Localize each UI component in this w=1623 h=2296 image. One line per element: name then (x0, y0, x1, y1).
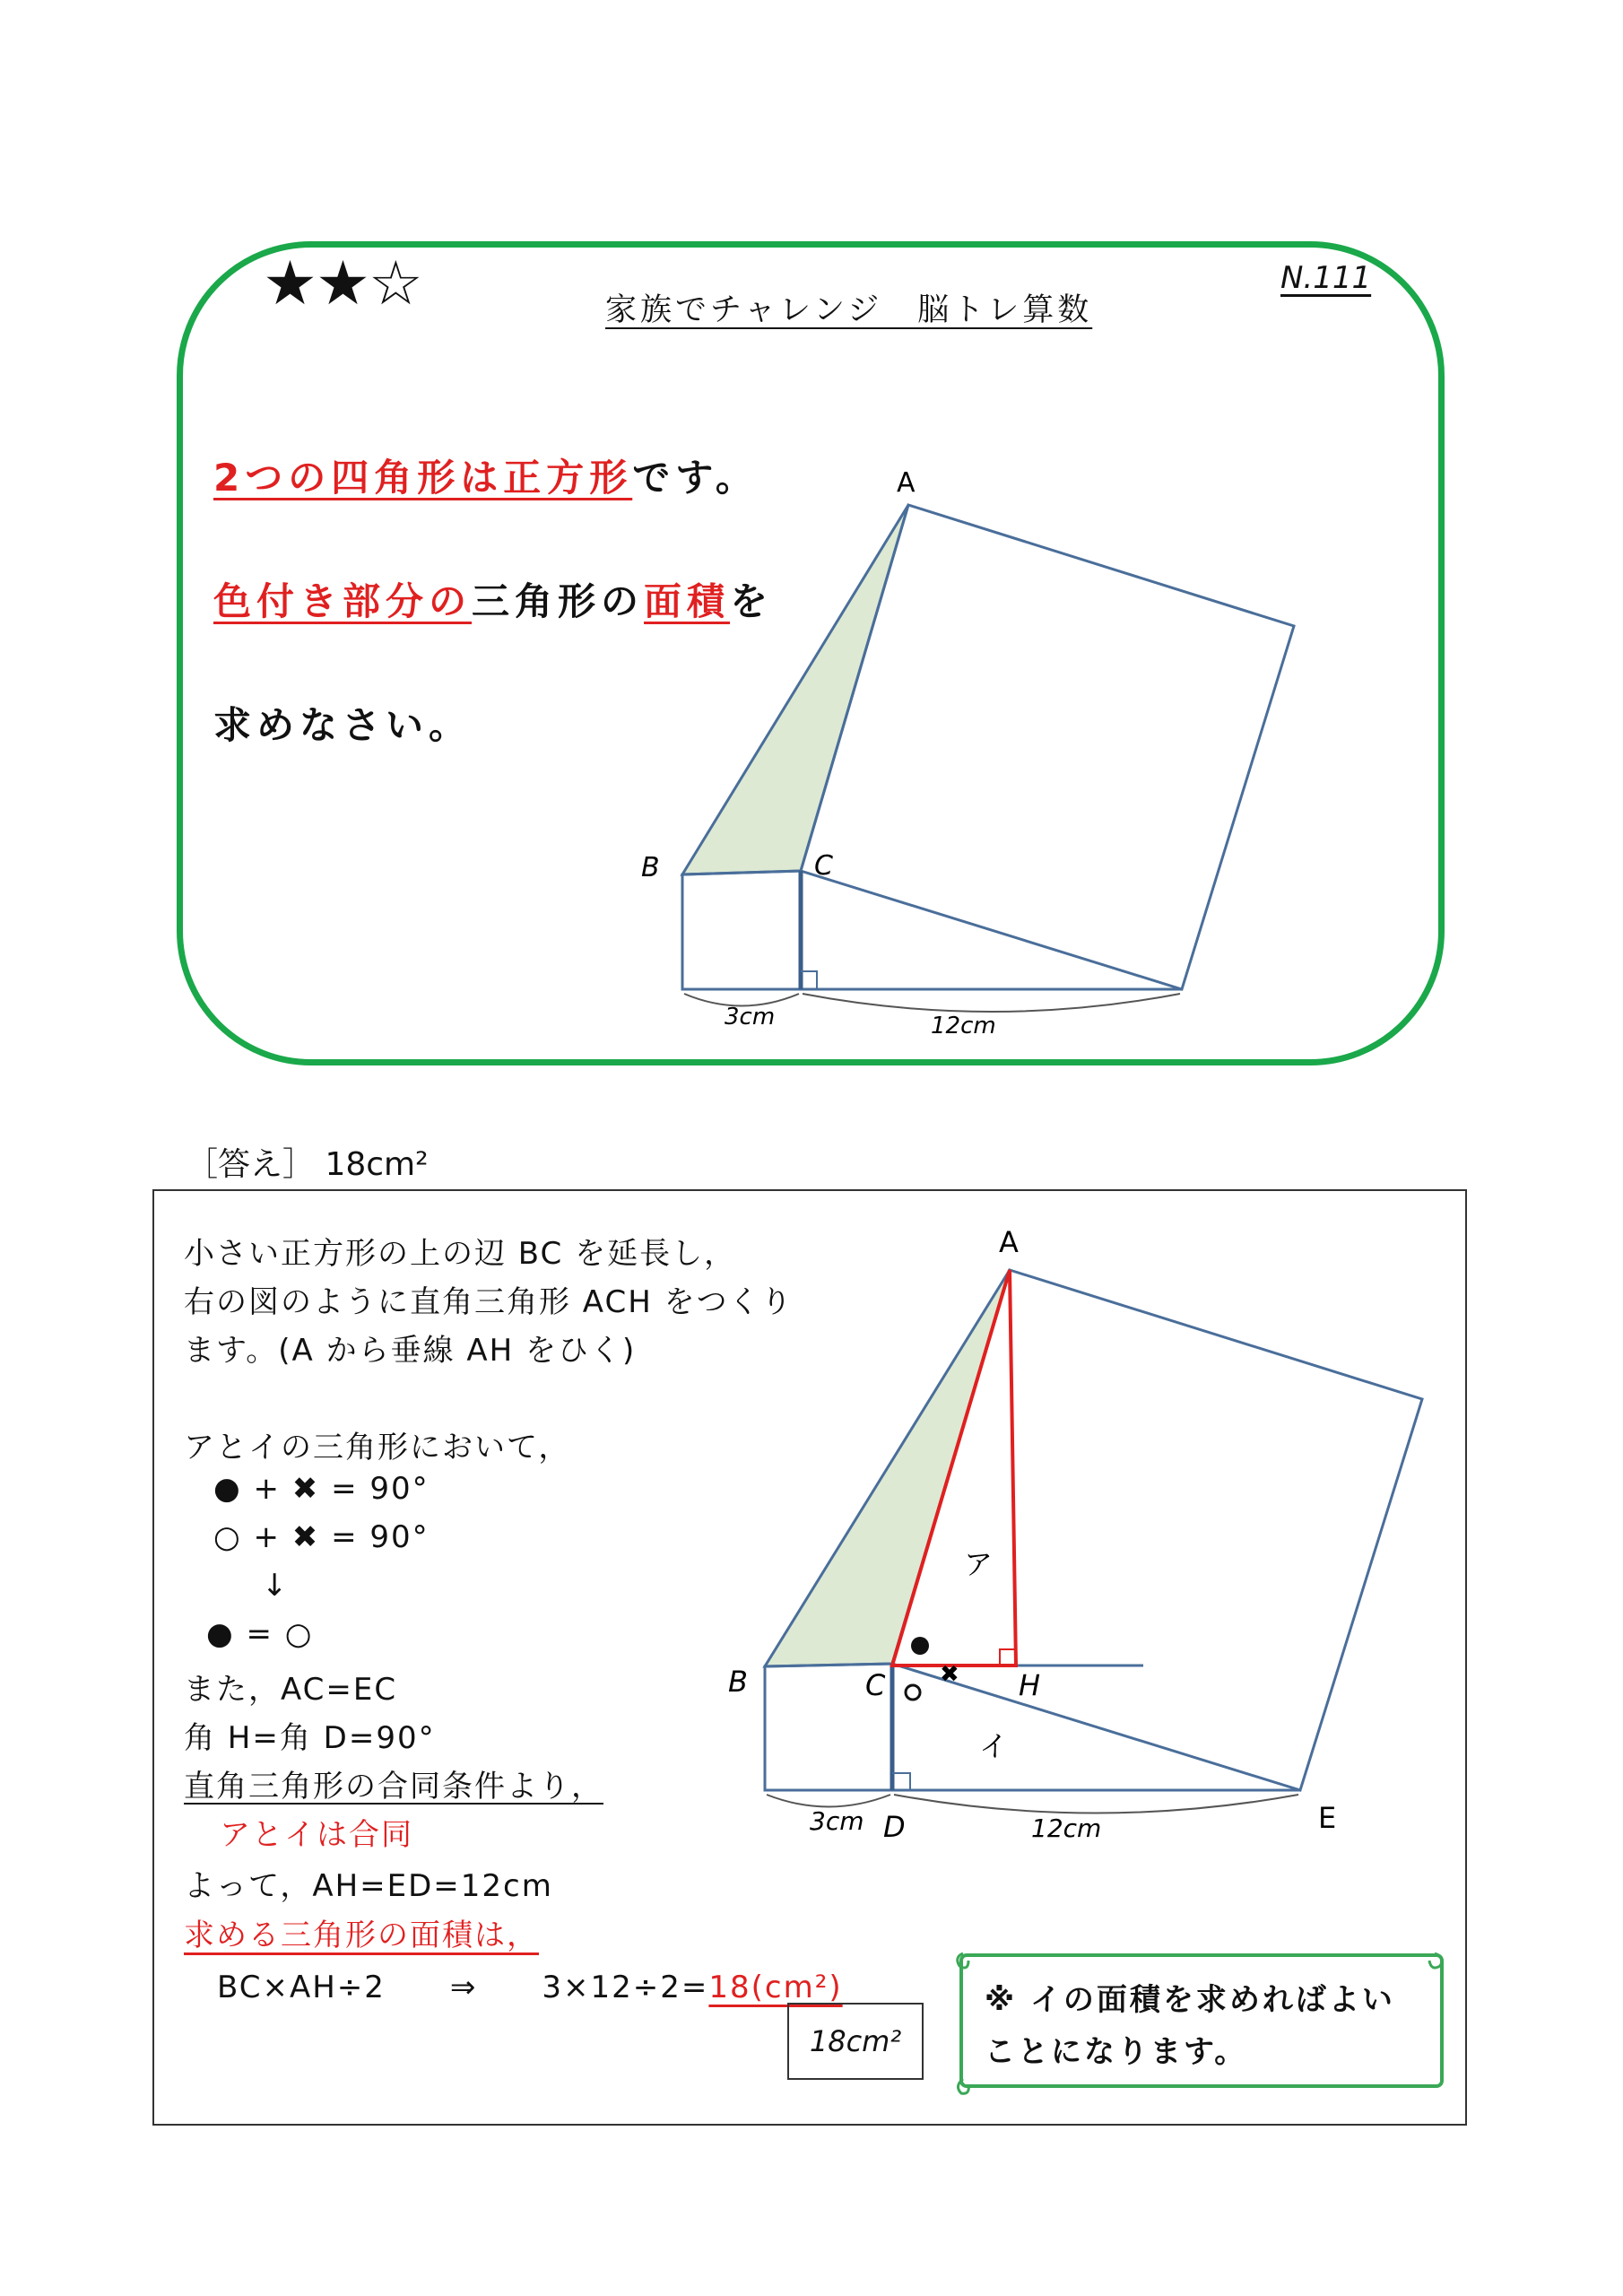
question-line-2: 色付き部分の三角形の面積を (213, 579, 774, 623)
question-line-1: 2つの四角形は正方形です。 (213, 456, 759, 500)
dim-3cm: 3cm (725, 1004, 776, 1031)
dim2-12cm: 12cm (1031, 1813, 1102, 1843)
result-box: 18cm² (787, 2003, 924, 2080)
shaded-triangle (682, 505, 908, 874)
question-line-3: 求めなさい。 (213, 703, 473, 747)
explain-line-6: ○ + ✖ = 90° (213, 1519, 430, 1555)
mark-cross: ✖ (940, 1661, 959, 1688)
explain-line-8: ● = ○ (206, 1616, 314, 1652)
right-angle-H (1000, 1649, 1016, 1665)
top-figure (0, 0, 1623, 1076)
explain-line-11: 直角三角形の合同条件より， (184, 1769, 603, 1805)
mark-circle (906, 1685, 920, 1700)
dim-12cm: 12cm (931, 1013, 996, 1039)
explain-line-4: アとイの三角形において， (184, 1430, 571, 1465)
label2-C: C (865, 1668, 886, 1702)
question-highlight-squares: 2つの四角形は正方形 (213, 456, 633, 500)
right-angle-mark (801, 971, 817, 989)
label2-H: H (1019, 1668, 1041, 1702)
label2-E: E (1318, 1801, 1337, 1835)
note-scroll-curls (950, 1944, 1453, 2101)
dim-arc-left-2 (767, 1795, 890, 1807)
small-square (682, 871, 801, 989)
explain-line-13: よって，AH=ED=12cm (184, 1868, 553, 1904)
label-B: B (641, 852, 660, 883)
explain-line-5: ● + ✖ = 90° (213, 1471, 430, 1507)
note-line-1: ※ イの面積を求めればよい (985, 1982, 1395, 2018)
explain-line-9: また，AC=EC (184, 1672, 398, 1708)
right-angle-D (892, 1773, 910, 1790)
question-highlight-area: 面積 (644, 579, 731, 623)
problem-number: N.111 (1280, 260, 1372, 296)
explain-line-3: ます。(A から垂線 AH をひく) (184, 1333, 637, 1369)
explain-line-10: 角 H=角 D=90° (184, 1720, 436, 1756)
label2-B: B (728, 1665, 748, 1699)
answer-label: ［答え］ 18cm² (186, 1146, 429, 1183)
label-A: A (897, 467, 916, 499)
explain-line-12: アとイは合同 (220, 1817, 413, 1853)
dim-arc-right-2 (894, 1795, 1298, 1813)
explain-line-14: 求める三角形の面積は， (184, 1918, 539, 1953)
explain-line-1: 小さい正方形の上の辺 BC を延長し， (184, 1236, 737, 1272)
mark-dot (911, 1637, 929, 1655)
note-line-2: ことになります。 (985, 2034, 1248, 2070)
explain-line-15: BC×AH÷2 ⇒ 3×12÷2=18(cm²) (217, 1970, 843, 2005)
question-highlight-shaded: 色付き部分の (213, 579, 473, 623)
label2-A: A (999, 1225, 1019, 1259)
label-i: イ (979, 1729, 1009, 1763)
dim-arc-right (803, 994, 1180, 1012)
final-answer: 18(cm²) (708, 1970, 843, 2005)
difficulty-stars: ★★☆ (263, 248, 421, 319)
shaded-triangle-2 (765, 1270, 1010, 1666)
label2-D: D (883, 1810, 906, 1844)
label-C: C (814, 850, 833, 882)
explain-line-2: 右の図のように直角三角形 ACH をつくり (184, 1284, 794, 1320)
explanation-figure (0, 1166, 1623, 1848)
label-a: ア (964, 1547, 994, 1581)
dim2-3cm: 3cm (810, 1806, 864, 1836)
page-title: 家族でチャレンジ 脳トレ算数 (605, 292, 1093, 328)
explain-line-7: ↓ (262, 1568, 290, 1604)
